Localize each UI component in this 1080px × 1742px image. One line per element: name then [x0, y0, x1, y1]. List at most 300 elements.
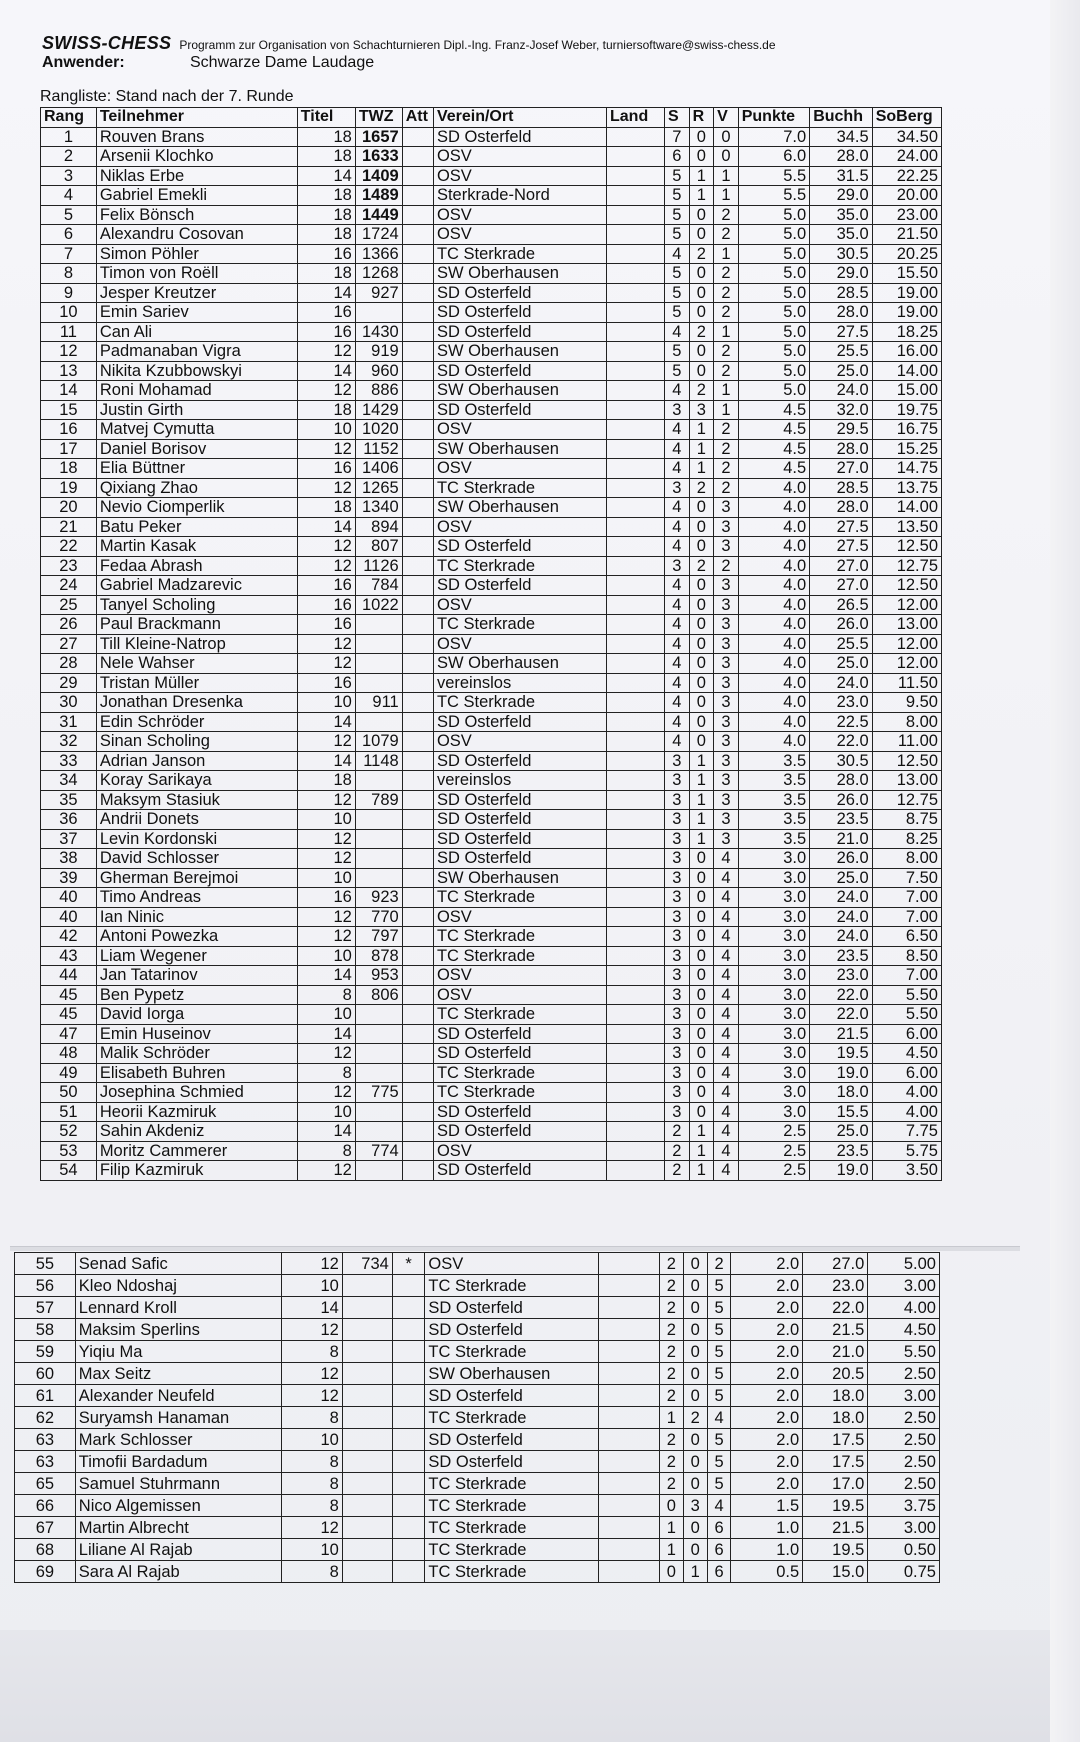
cell-rating: 1366 — [355, 244, 402, 264]
cell-title: 14 — [297, 712, 355, 732]
cell-rating: 770 — [355, 907, 402, 927]
cell-sonneborn: 8.50 — [872, 946, 941, 966]
cell-losses: 3 — [714, 615, 739, 635]
cell-buchholz: 23.0 — [810, 693, 873, 713]
cell-losses: 3 — [714, 654, 739, 674]
cell-wins: 4 — [665, 634, 690, 654]
cell-title: 12 — [282, 1363, 343, 1385]
cell-att — [402, 517, 433, 537]
cell-att — [402, 712, 433, 732]
table-row — [15, 1363, 940, 1385]
table-row — [15, 1429, 940, 1451]
cell-losses: 3 — [714, 693, 739, 713]
cell-country — [607, 459, 665, 479]
cell-name: Till Kleine-Natrop — [96, 634, 297, 654]
cell-name: Edin Schröder — [96, 712, 297, 732]
cell-title: 18 — [297, 147, 355, 167]
cell-title: 18 — [297, 186, 355, 206]
cell-country — [599, 1407, 660, 1429]
cell-country — [607, 303, 665, 323]
cell-name: Arsenii Klochko — [96, 147, 297, 167]
cell-rating: 1409 — [355, 166, 402, 186]
table-row — [41, 400, 942, 420]
cell-club: SD Osterfeld — [433, 361, 606, 381]
cell-points: 2.0 — [731, 1473, 803, 1495]
cell-sonneborn: 21.50 — [872, 225, 941, 245]
cell-att — [402, 322, 433, 342]
table-row — [41, 712, 942, 732]
cell-wins: 3 — [665, 1063, 690, 1083]
cell-country — [607, 868, 665, 888]
cell-title: 18 — [297, 264, 355, 284]
cell-att — [402, 576, 433, 596]
cell-wins: 5 — [665, 361, 690, 381]
cell-title: 14 — [297, 1024, 355, 1044]
cell-points: 4.5 — [738, 420, 809, 440]
cell-rank: 48 — [41, 1044, 97, 1064]
cell-name: Felix Bönsch — [96, 205, 297, 225]
cell-wins: 3 — [665, 771, 690, 791]
table-row — [41, 225, 942, 245]
cell-name: Can Ali — [96, 322, 297, 342]
cell-club: OSV — [425, 1253, 599, 1275]
cell-buchholz: 27.0 — [810, 576, 873, 596]
cell-title: 14 — [297, 966, 355, 986]
table-row — [41, 1005, 942, 1025]
cell-sonneborn: 2.50 — [868, 1363, 940, 1385]
cell-att — [402, 166, 433, 186]
cell-wins: 0 — [659, 1561, 683, 1583]
cell-rating — [355, 1122, 402, 1142]
cell-name: Timo Andreas — [96, 888, 297, 908]
cell-att — [392, 1561, 425, 1583]
cell-title: 18 — [297, 127, 355, 147]
cell-rank: 12 — [41, 342, 97, 362]
cell-title: 12 — [282, 1385, 343, 1407]
cell-rating: 886 — [355, 381, 402, 401]
cell-att — [402, 420, 433, 440]
cell-sonneborn: 13.75 — [872, 478, 941, 498]
cell-rank: 39 — [41, 868, 97, 888]
cell-sonneborn: 3.75 — [868, 1495, 940, 1517]
cell-att — [402, 693, 433, 713]
cell-points: 4.0 — [738, 712, 809, 732]
cell-title: 16 — [297, 595, 355, 615]
cell-club: SD Osterfeld — [433, 1122, 606, 1142]
cell-country — [607, 1024, 665, 1044]
cell-rating: 1429 — [355, 400, 402, 420]
cell-buchholz: 23.0 — [803, 1275, 868, 1297]
cell-att — [402, 244, 433, 264]
cell-name: Roni Mohamad — [96, 381, 297, 401]
cell-country — [607, 361, 665, 381]
cell-country — [607, 244, 665, 264]
cell-losses: 4 — [714, 1063, 739, 1083]
cell-att — [402, 615, 433, 635]
table-row — [41, 985, 942, 1005]
cell-att — [402, 186, 433, 206]
cell-sonneborn: 4.50 — [868, 1319, 940, 1341]
cell-losses: 5 — [707, 1297, 731, 1319]
table-row — [41, 654, 942, 674]
user-line — [42, 54, 374, 72]
cell-points: 4.0 — [738, 673, 809, 693]
ranking-table — [40, 107, 942, 1181]
cell-draws: 0 — [689, 1024, 714, 1044]
table-row — [41, 1024, 942, 1044]
cell-sonneborn: 12.50 — [872, 576, 941, 596]
cell-rank: 44 — [41, 966, 97, 986]
cell-rating — [342, 1319, 392, 1341]
cell-points: 4.0 — [738, 576, 809, 596]
cell-att — [402, 439, 433, 459]
cell-name: Emin Huseinov — [96, 1024, 297, 1044]
cell-points: 5.0 — [738, 205, 809, 225]
cell-losses: 2 — [714, 303, 739, 323]
table-row — [41, 283, 942, 303]
cell-rank: 17 — [41, 439, 97, 459]
column-header-name: Teilnehmer — [96, 108, 297, 128]
cell-att — [402, 381, 433, 401]
cell-rank: 43 — [41, 946, 97, 966]
table-row — [41, 420, 942, 440]
cell-title: 12 — [297, 342, 355, 362]
cell-rating: 1724 — [355, 225, 402, 245]
cell-rating: 774 — [355, 1141, 402, 1161]
cell-name: Adrian Janson — [96, 751, 297, 771]
table-row — [41, 927, 942, 947]
cell-points: 4.5 — [738, 400, 809, 420]
cell-club: SD Osterfeld — [433, 322, 606, 342]
cell-rating: 1430 — [355, 322, 402, 342]
cell-buchholz: 22.0 — [803, 1297, 868, 1319]
cell-losses: 2 — [714, 556, 739, 576]
cell-att — [402, 498, 433, 518]
cell-buchholz: 31.5 — [810, 166, 873, 186]
table-row — [41, 1044, 942, 1064]
table-row — [41, 1083, 942, 1103]
cell-club: TC Sterkrade — [433, 1063, 606, 1083]
cell-att — [402, 478, 433, 498]
table-row — [41, 810, 942, 830]
cell-title: 12 — [297, 381, 355, 401]
cell-rating: 1020 — [355, 420, 402, 440]
cell-club: TC Sterkrade — [425, 1341, 599, 1363]
cell-title: 16 — [297, 576, 355, 596]
cell-att — [392, 1275, 425, 1297]
cell-losses: 4 — [714, 966, 739, 986]
cell-country — [599, 1539, 660, 1561]
cell-points: 3.0 — [738, 868, 809, 888]
cell-points: 4.5 — [738, 459, 809, 479]
cell-losses: 4 — [714, 907, 739, 927]
cell-club: SD Osterfeld — [433, 1161, 606, 1181]
cell-country — [607, 654, 665, 674]
cell-name: Nele Wahser — [96, 654, 297, 674]
cell-country — [607, 927, 665, 947]
cell-wins: 1 — [659, 1407, 683, 1429]
cell-country — [607, 829, 665, 849]
cell-buchholz: 32.0 — [810, 400, 873, 420]
cell-rank: 7 — [41, 244, 97, 264]
cell-points: 3.5 — [738, 790, 809, 810]
cell-buchholz: 25.0 — [810, 654, 873, 674]
cell-club: SW Oberhausen — [433, 868, 606, 888]
cell-wins: 3 — [665, 868, 690, 888]
cell-club: SW Oberhausen — [433, 439, 606, 459]
cell-rank: 50 — [41, 1083, 97, 1103]
program-info: Programm zur Organisation von Schachturnieren Dipl.-Ing. Franz-Josef Weber, turniersoftware@swiss-chess.de — [179, 38, 776, 52]
cell-name: David Schlosser — [96, 849, 297, 869]
cell-club: TC Sterkrade — [433, 244, 606, 264]
cell-title: 12 — [297, 1044, 355, 1064]
cell-draws: 0 — [683, 1539, 707, 1561]
cell-wins: 2 — [659, 1451, 683, 1473]
cell-rank: 45 — [41, 1005, 97, 1025]
cell-wins: 2 — [659, 1319, 683, 1341]
cell-att — [402, 595, 433, 615]
cell-wins: 2 — [659, 1297, 683, 1319]
cell-name: Ian Ninic — [96, 907, 297, 927]
cell-rating: 1633 — [355, 147, 402, 167]
cell-draws: 0 — [683, 1275, 707, 1297]
cell-rank: 34 — [41, 771, 97, 791]
cell-buchholz: 28.5 — [810, 283, 873, 303]
cell-title: 18 — [297, 225, 355, 245]
cell-country — [607, 966, 665, 986]
cell-points: 3.0 — [738, 1044, 809, 1064]
cell-draws: 1 — [689, 790, 714, 810]
cell-losses: 6 — [707, 1561, 731, 1583]
cell-rank: 23 — [41, 556, 97, 576]
cell-country — [607, 1161, 665, 1181]
table-row — [41, 849, 942, 869]
cell-rank: 62 — [15, 1407, 76, 1429]
cell-sonneborn: 14.75 — [872, 459, 941, 479]
cell-club: SW Oberhausen — [433, 342, 606, 362]
cell-country — [607, 985, 665, 1005]
cell-rating — [355, 771, 402, 791]
cell-losses: 4 — [714, 985, 739, 1005]
cell-name: Timon von Roëll — [96, 264, 297, 284]
cell-title: 10 — [297, 693, 355, 713]
cell-country — [607, 498, 665, 518]
cell-points: 4.0 — [738, 537, 809, 557]
cell-rating: 1340 — [355, 498, 402, 518]
cell-club: OSV — [433, 634, 606, 654]
cell-draws: 0 — [689, 654, 714, 674]
cell-rank: 51 — [41, 1102, 97, 1122]
cell-buchholz: 23.5 — [810, 1141, 873, 1161]
cell-rating: 789 — [355, 790, 402, 810]
cell-draws: 2 — [689, 478, 714, 498]
cell-sonneborn: 20.25 — [872, 244, 941, 264]
cell-country — [607, 673, 665, 693]
header-line — [42, 33, 776, 54]
table-row — [41, 127, 942, 147]
cell-club: SD Osterfeld — [433, 712, 606, 732]
cell-draws: 0 — [683, 1253, 707, 1275]
cell-wins: 4 — [665, 732, 690, 752]
cell-draws: 0 — [689, 361, 714, 381]
cell-draws: 0 — [689, 264, 714, 284]
cell-country — [607, 849, 665, 869]
cell-rating — [355, 1063, 402, 1083]
table-row — [41, 186, 942, 206]
cell-club: SD Osterfeld — [433, 829, 606, 849]
cell-draws: 0 — [689, 576, 714, 596]
cell-wins: 4 — [665, 381, 690, 401]
cell-draws: 0 — [683, 1297, 707, 1319]
cell-title: 14 — [297, 517, 355, 537]
cell-wins: 5 — [665, 205, 690, 225]
cell-att — [392, 1429, 425, 1451]
ranking-subtitle: Rangliste: Stand nach der 7. Runde — [40, 88, 294, 105]
cell-country — [607, 1083, 665, 1103]
cell-sonneborn: 12.75 — [872, 790, 941, 810]
cell-losses: 1 — [714, 400, 739, 420]
cell-rating — [342, 1539, 392, 1561]
cell-buchholz: 23.5 — [810, 810, 873, 830]
cell-draws: 0 — [689, 712, 714, 732]
cell-buchholz: 27.0 — [803, 1253, 868, 1275]
table-row — [41, 322, 942, 342]
cell-country — [599, 1253, 660, 1275]
cell-country — [607, 888, 665, 908]
cell-rank: 32 — [41, 732, 97, 752]
cell-wins: 5 — [665, 303, 690, 323]
cell-att — [402, 849, 433, 869]
cell-sonneborn: 19.00 — [872, 283, 941, 303]
cell-wins: 4 — [665, 712, 690, 732]
cell-losses: 2 — [714, 361, 739, 381]
cell-country — [607, 478, 665, 498]
cell-name: Elia Büttner — [96, 459, 297, 479]
cell-buchholz: 15.0 — [803, 1561, 868, 1583]
cell-wins: 3 — [665, 478, 690, 498]
cell-draws: 0 — [689, 888, 714, 908]
cell-draws: 0 — [689, 693, 714, 713]
cell-rating: 911 — [355, 693, 402, 713]
cell-wins: 4 — [665, 498, 690, 518]
cell-club: SD Osterfeld — [425, 1451, 599, 1473]
cell-points: 4.0 — [738, 595, 809, 615]
cell-name: Timofii Bardadum — [75, 1451, 281, 1473]
table-row — [41, 576, 942, 596]
cell-losses: 2 — [714, 283, 739, 303]
cell-rank: 40 — [41, 907, 97, 927]
cell-points: 4.0 — [738, 498, 809, 518]
cell-sonneborn: 6.00 — [872, 1063, 941, 1083]
cell-points: 1.5 — [731, 1495, 803, 1517]
cell-title: 16 — [297, 322, 355, 342]
cell-wins: 1 — [659, 1517, 683, 1539]
cell-buchholz: 24.0 — [810, 927, 873, 947]
table-row — [41, 634, 942, 654]
cell-club: SD Osterfeld — [433, 283, 606, 303]
cell-wins: 5 — [665, 166, 690, 186]
cell-buchholz: 23.5 — [810, 946, 873, 966]
cell-points: 3.5 — [738, 829, 809, 849]
cell-rank: 10 — [41, 303, 97, 323]
cell-name: Malik Schröder — [96, 1044, 297, 1064]
cell-sonneborn: 3.50 — [872, 1161, 941, 1181]
column-header-losses: V — [714, 108, 739, 128]
cell-name: Andrii Donets — [96, 810, 297, 830]
cell-club: SD Osterfeld — [433, 576, 606, 596]
cell-name: Tristan Müller — [96, 673, 297, 693]
cell-sonneborn: 7.00 — [872, 907, 941, 927]
cell-losses: 3 — [714, 712, 739, 732]
cell-losses: 5 — [707, 1429, 731, 1451]
cell-losses: 2 — [714, 478, 739, 498]
cell-country — [599, 1363, 660, 1385]
cell-country — [599, 1451, 660, 1473]
cell-rating: 784 — [355, 576, 402, 596]
cell-buchholz: 25.0 — [810, 361, 873, 381]
cell-rank: 38 — [41, 849, 97, 869]
cell-draws: 0 — [689, 732, 714, 752]
cell-draws: 0 — [689, 498, 714, 518]
cell-rating — [355, 1024, 402, 1044]
cell-draws: 0 — [689, 342, 714, 362]
cell-buchholz: 28.0 — [810, 771, 873, 791]
cell-rank: 37 — [41, 829, 97, 849]
cell-title: 12 — [297, 790, 355, 810]
cell-title: 18 — [297, 400, 355, 420]
cell-club: OSV — [433, 147, 606, 167]
cell-rank: 26 — [41, 615, 97, 635]
table-row — [41, 556, 942, 576]
cell-title: 10 — [297, 946, 355, 966]
cell-draws: 0 — [689, 205, 714, 225]
table-row — [41, 498, 942, 518]
cell-rank: 24 — [41, 576, 97, 596]
cell-losses: 5 — [707, 1473, 731, 1495]
cell-att — [402, 1063, 433, 1083]
cell-points: 4.0 — [738, 478, 809, 498]
cell-club: TC Sterkrade — [433, 693, 606, 713]
cell-club: SD Osterfeld — [425, 1429, 599, 1451]
cell-name: Ben Pypetz — [96, 985, 297, 1005]
cell-losses: 4 — [707, 1407, 731, 1429]
cell-club: SD Osterfeld — [433, 1102, 606, 1122]
cell-draws: 0 — [683, 1517, 707, 1539]
cell-draws: 3 — [689, 400, 714, 420]
cell-points: 1.0 — [731, 1539, 803, 1561]
cell-rating — [355, 654, 402, 674]
cell-rank: 11 — [41, 322, 97, 342]
cell-name: Nevio Ciomperlik — [96, 498, 297, 518]
cell-country — [607, 1141, 665, 1161]
cell-draws: 2 — [689, 381, 714, 401]
cell-draws: 0 — [689, 127, 714, 147]
column-header-buchholz: Buchh — [810, 108, 873, 128]
cell-points: 5.0 — [738, 322, 809, 342]
cell-wins: 4 — [665, 439, 690, 459]
table-row — [15, 1253, 940, 1275]
cell-points: 5.0 — [738, 244, 809, 264]
cell-title: 12 — [297, 537, 355, 557]
cell-rank: 42 — [41, 927, 97, 947]
cell-points: 5.0 — [738, 342, 809, 362]
cell-losses: 5 — [707, 1451, 731, 1473]
cell-buchholz: 26.0 — [810, 849, 873, 869]
cell-draws: 2 — [689, 322, 714, 342]
cell-draws: 0 — [683, 1429, 707, 1451]
cell-sonneborn: 14.00 — [872, 498, 941, 518]
cell-rating — [342, 1341, 392, 1363]
